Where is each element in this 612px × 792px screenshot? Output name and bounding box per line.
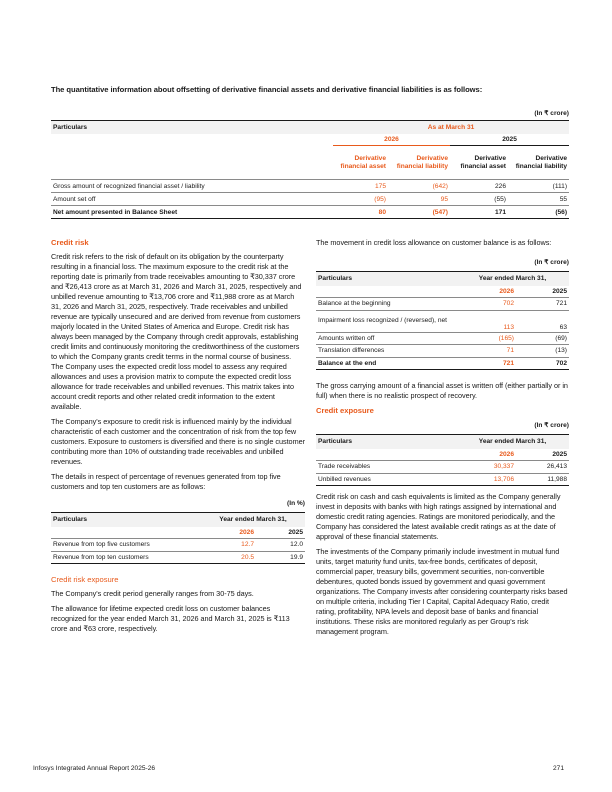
- cell: (547): [388, 206, 450, 219]
- cell: 19.9: [256, 551, 305, 564]
- row-label: Translation differences: [316, 345, 456, 358]
- customer-revenue-table: [51, 512, 305, 564]
- cell: 30,337: [456, 461, 516, 474]
- cell: 20.5: [201, 551, 256, 564]
- cell: 71: [456, 345, 516, 358]
- row-label: Revenue from top five customers: [51, 539, 201, 552]
- paragraph: The details in respect of percentage of revenues generated from top five customers and top ten customers are as follows:: [51, 472, 281, 491]
- row-label: Net amount presented in Balance Sheet: [51, 206, 333, 219]
- left-column: [51, 238, 305, 639]
- cell: (165): [456, 332, 516, 345]
- paragraph: The investments of the Company primarily include investment in mutual fund units, target maturity fund units, tax-free bonds, certificates of deposit, commercial paper, treasury bills, government securities, non-convertible debentures, quoted bonds issued by government and quasi government organizations. The Company invests after considering counterparty risks based on multiple criteria, including Tier I Capital, Capital Adequacy Ratio, credit rating, profitability, NPA levels and deposit base of banks and financial institutions. These risks are monitored regularly as per Group's risk management program.: [316, 547, 568, 636]
- sub-header: Derivative financial liability: [515, 154, 568, 170]
- cell: 721: [516, 298, 569, 311]
- cell: (55): [450, 193, 508, 206]
- sub-header: Derivative financial liability: [396, 154, 448, 170]
- col-header-year-ended: Year ended March 31,: [456, 272, 569, 286]
- paragraph: The allowance for lifetime expected credit loss on customer balances recognized for the year ended March 31, 2026 and March 31, 2025 is ₹113 crore and ₹63 crore, respectively.: [51, 604, 290, 633]
- cell: 702: [516, 357, 569, 370]
- cell: (56): [508, 206, 569, 219]
- cell: (642): [388, 180, 450, 193]
- cell: (69): [516, 332, 569, 345]
- cell: 95: [388, 193, 450, 206]
- cell: (111): [508, 180, 569, 193]
- row-label: Revenue from top ten customers: [51, 551, 201, 564]
- cell: 721: [456, 357, 516, 370]
- sub-header: Derivative financial asset: [460, 154, 506, 170]
- unit-label: (In ₹ crore): [534, 259, 569, 266]
- unit-label: (In ₹ crore): [534, 110, 569, 117]
- cell: 63: [516, 310, 569, 332]
- intro-text: The quantitative information about offsetting of derivative financial assets and derivative financial liabilities is as follows:: [51, 85, 483, 94]
- row-label: Impairment loss recognized / (reversed), net: [316, 310, 456, 332]
- credit-exposure-table: [316, 434, 569, 486]
- unit-label: (In ₹ crore): [534, 422, 569, 429]
- credit-risk-exposure-heading: Credit risk exposure: [51, 575, 119, 584]
- row-label: Amount set off: [51, 193, 333, 206]
- paragraph: The Company's exposure to credit risk is influenced mainly by the individual characteristic of each customer and the concentration of risk from the top few customers. Exposure to customers is diversified and there is no single customer contributing more than 10% of outstanding trade receivables and unbilled revenues.: [51, 417, 305, 466]
- cell: (13): [516, 345, 569, 358]
- year-2025: 2025: [450, 134, 569, 146]
- year-2025: 2025: [552, 450, 567, 458]
- year-2026: 2026: [499, 450, 514, 458]
- credit-risk-heading: Credit risk: [51, 238, 89, 247]
- year-2026: 2026: [333, 134, 450, 146]
- offset-table: [51, 120, 569, 219]
- cell: (95): [333, 193, 388, 206]
- paragraph: The gross carrying amount of a financial asset is written off (either partially or in full) when there is no realistic prospect of recovery.: [316, 381, 568, 400]
- year-2026: 2026: [239, 528, 254, 536]
- cell: 13,706: [456, 473, 516, 486]
- col-header-particulars: Particulars: [51, 121, 333, 134]
- cell: 702: [456, 298, 516, 311]
- cell: 113: [456, 310, 516, 332]
- col-header-particulars: Particulars: [51, 513, 201, 527]
- paragraph: Credit risk on cash and cash equivalents is limited as the Company generally invest in deposits with banks with high ratings assigned by international and domestic credit rating agencies. Ratings are monitored periodically, and the Company has considered the latest available credit ratings as at the date of approval of these financial statements.: [316, 492, 561, 541]
- paragraph: The Company's credit period generally ranges from 30-75 days.: [51, 589, 254, 598]
- credit-exposure-heading: Credit exposure: [316, 406, 374, 415]
- cell: 12.0: [256, 539, 305, 552]
- row-label: Balance at the end: [316, 357, 456, 370]
- row-label: Trade receivables: [316, 461, 456, 474]
- cell: 12.7: [201, 539, 256, 552]
- sub-header: Derivative financial asset: [340, 154, 386, 170]
- cell: 55: [508, 193, 569, 206]
- col-header-particulars: Particulars: [316, 272, 456, 286]
- col-header-particulars: Particulars: [316, 435, 456, 449]
- cell: 11,988: [516, 473, 569, 486]
- year-2026: 2026: [499, 287, 514, 295]
- right-column: [316, 238, 569, 642]
- year-2025: 2025: [288, 528, 303, 536]
- cell: 80: [333, 206, 388, 219]
- row-label: Amounts written off: [316, 332, 456, 345]
- cell: 226: [450, 180, 508, 193]
- cell: 171: [450, 206, 508, 219]
- credit-loss-movement-table: [316, 271, 569, 370]
- footer-report-title: Infosys Integrated Annual Report 2025-26: [33, 765, 156, 772]
- page-number: 271: [553, 765, 565, 772]
- col-header-group: As at March 31: [333, 121, 569, 134]
- row-label: Gross amount of recognized financial asset / liability: [51, 180, 333, 193]
- paragraph: The movement in credit loss allowance on customer balance is as follows:: [316, 238, 552, 247]
- row-label: Balance at the beginning: [316, 298, 456, 311]
- paragraph: Credit risk refers to the risk of default on its obligation by the counterparty resulting in a financial loss. The maximum exposure to the credit risk at the reporting date is primarily from trade receivables amounting to ₹30,337 crore and ₹26,413 crore as at March 31, 2026 and March 31, 2025, respectively and unbilled revenue amounting to ₹13,706 crore and ₹11,988 crore as at March 31, 2026 and March 31, 2025, respectively. Trade receivables and unbilled revenue are typically unsecured and are derived from revenue from customers majorly located in the United States of America and Europe. Credit risk has always been managed by the Company through credit approvals, establishing credit limits and continuously monitoring the creditworthiness of the customers to which the Company grants credit terms in the normal course of business. The Company uses the expected credit loss model to assess any required allowances and uses a provision matrix to compute the expected credit loss allowance for trade receivables and unbilled revenues. This matrix takes into account credit reports and other related credit information to the extent available.: [51, 252, 302, 411]
- col-header-year-ended: Year ended March 31,: [201, 513, 305, 527]
- cell: 175: [333, 180, 388, 193]
- col-header-year-ended: Year ended March 31,: [456, 435, 569, 449]
- year-2025: 2025: [552, 287, 567, 295]
- row-label: Unbilled revenues: [316, 473, 456, 486]
- unit-label: (In %): [287, 500, 305, 507]
- cell: 26,413: [516, 461, 569, 474]
